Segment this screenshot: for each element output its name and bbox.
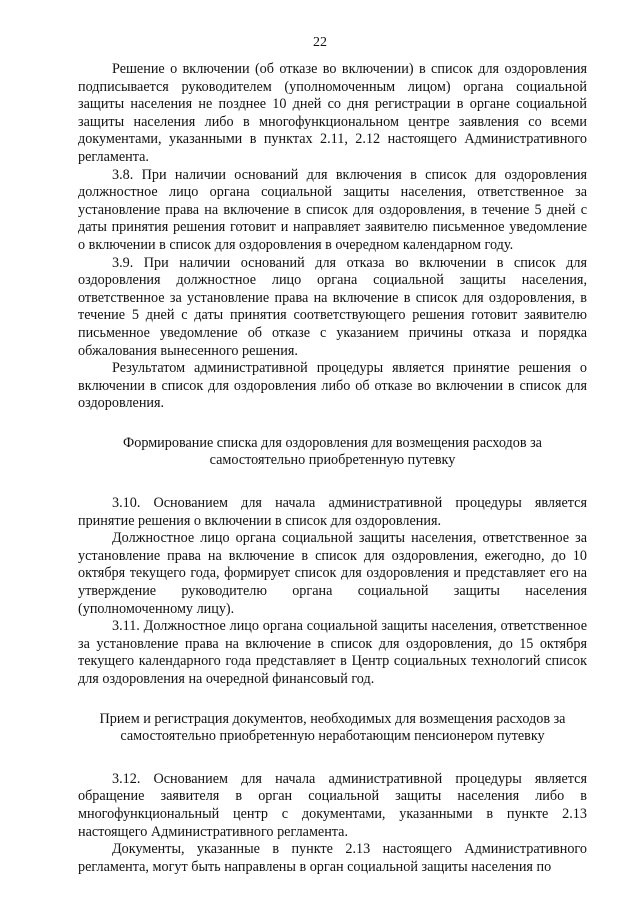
page-content <box>78 61 587 876</box>
paragraph: Документы, указанные в пункте 2.13 настоящего Административного регламента, могут быть направлены в орган социальной защиты населения по <box>78 841 587 875</box>
paragraph: 3.12. Основанием для начала административной процедуры является обращение заявителя в орган социальной защиты населения либо в многофункциональный центр с документами, указанными в пункте 2.13 настоящего Административного регламента. <box>78 770 587 840</box>
section-heading: Прием и регистрация документов, необходимых для возмещения расходов за самостоятельно приобретенную неработающим пенсионером путевку <box>99 710 566 745</box>
paragraph: Должностное лицо органа социальной защиты населения, ответственное за установление права на включение в список для оздоровления, ежегодно, до 10 октября текущего года, формирует список для оздоровления и представляет его на утверждение руководителю органа социальной защиты населения (уполномоченному лицу). <box>78 530 587 617</box>
page-number: 22 <box>313 35 327 50</box>
section-heading: Формирование списка для оздоровления для возмещения расходов за самостоятельно приобретенную путевку <box>123 434 542 469</box>
paragraph: Решение о включении (об отказе во включении) в список для оздоровления подписывается руководителем (уполномоченным лицом) органа социальной защиты населения не позднее 10 дней со дня регистрации в органе социальной защиты населения либо в многофункциональном центре заявления со всеми документами, указанными в пунктах 2.11, 2.12 настоящего Административного регламента. <box>78 61 587 165</box>
paragraph: Результатом административной процедуры является принятие решения о включении в список для оздоровления либо об отказе во включении в список для оздоровления. <box>78 360 587 412</box>
paragraph: 3.9. При наличии оснований для отказа во включении в список для оздоровления должностное лицо органа социальной защиты населения, ответственное за установление права на включение в список для оздоровления, в течение 5 дней с даты принятия соответствующего решения готовит заявителю письменное уведомление об отказе с указанием причины отказа и порядка обжалования вынесенного решения. <box>78 254 587 359</box>
paragraph: 3.8. При наличии оснований для включения в список для оздоровления должностное лицо органа социальной защиты населения, ответственное за установление права на включение в список для оздоровления, в течение 5 дней с даты принятия решения готовит и направляет заявителю письменное уведомление о включении в список для оздоровления в очередном календарном году. <box>78 166 587 253</box>
paragraph: 3.10. Основанием для начала административной процедуры является принятие решения о включении в список для оздоровления. <box>78 495 587 529</box>
paragraph: 3.11. Должностное лицо органа социальной защиты населения, ответственное за установление права на включение в список для оздоровления, до 15 октября текущего календарного года представляет в Центр социальных технологий список для оздоровления на очередной финансовый год. <box>78 618 587 687</box>
